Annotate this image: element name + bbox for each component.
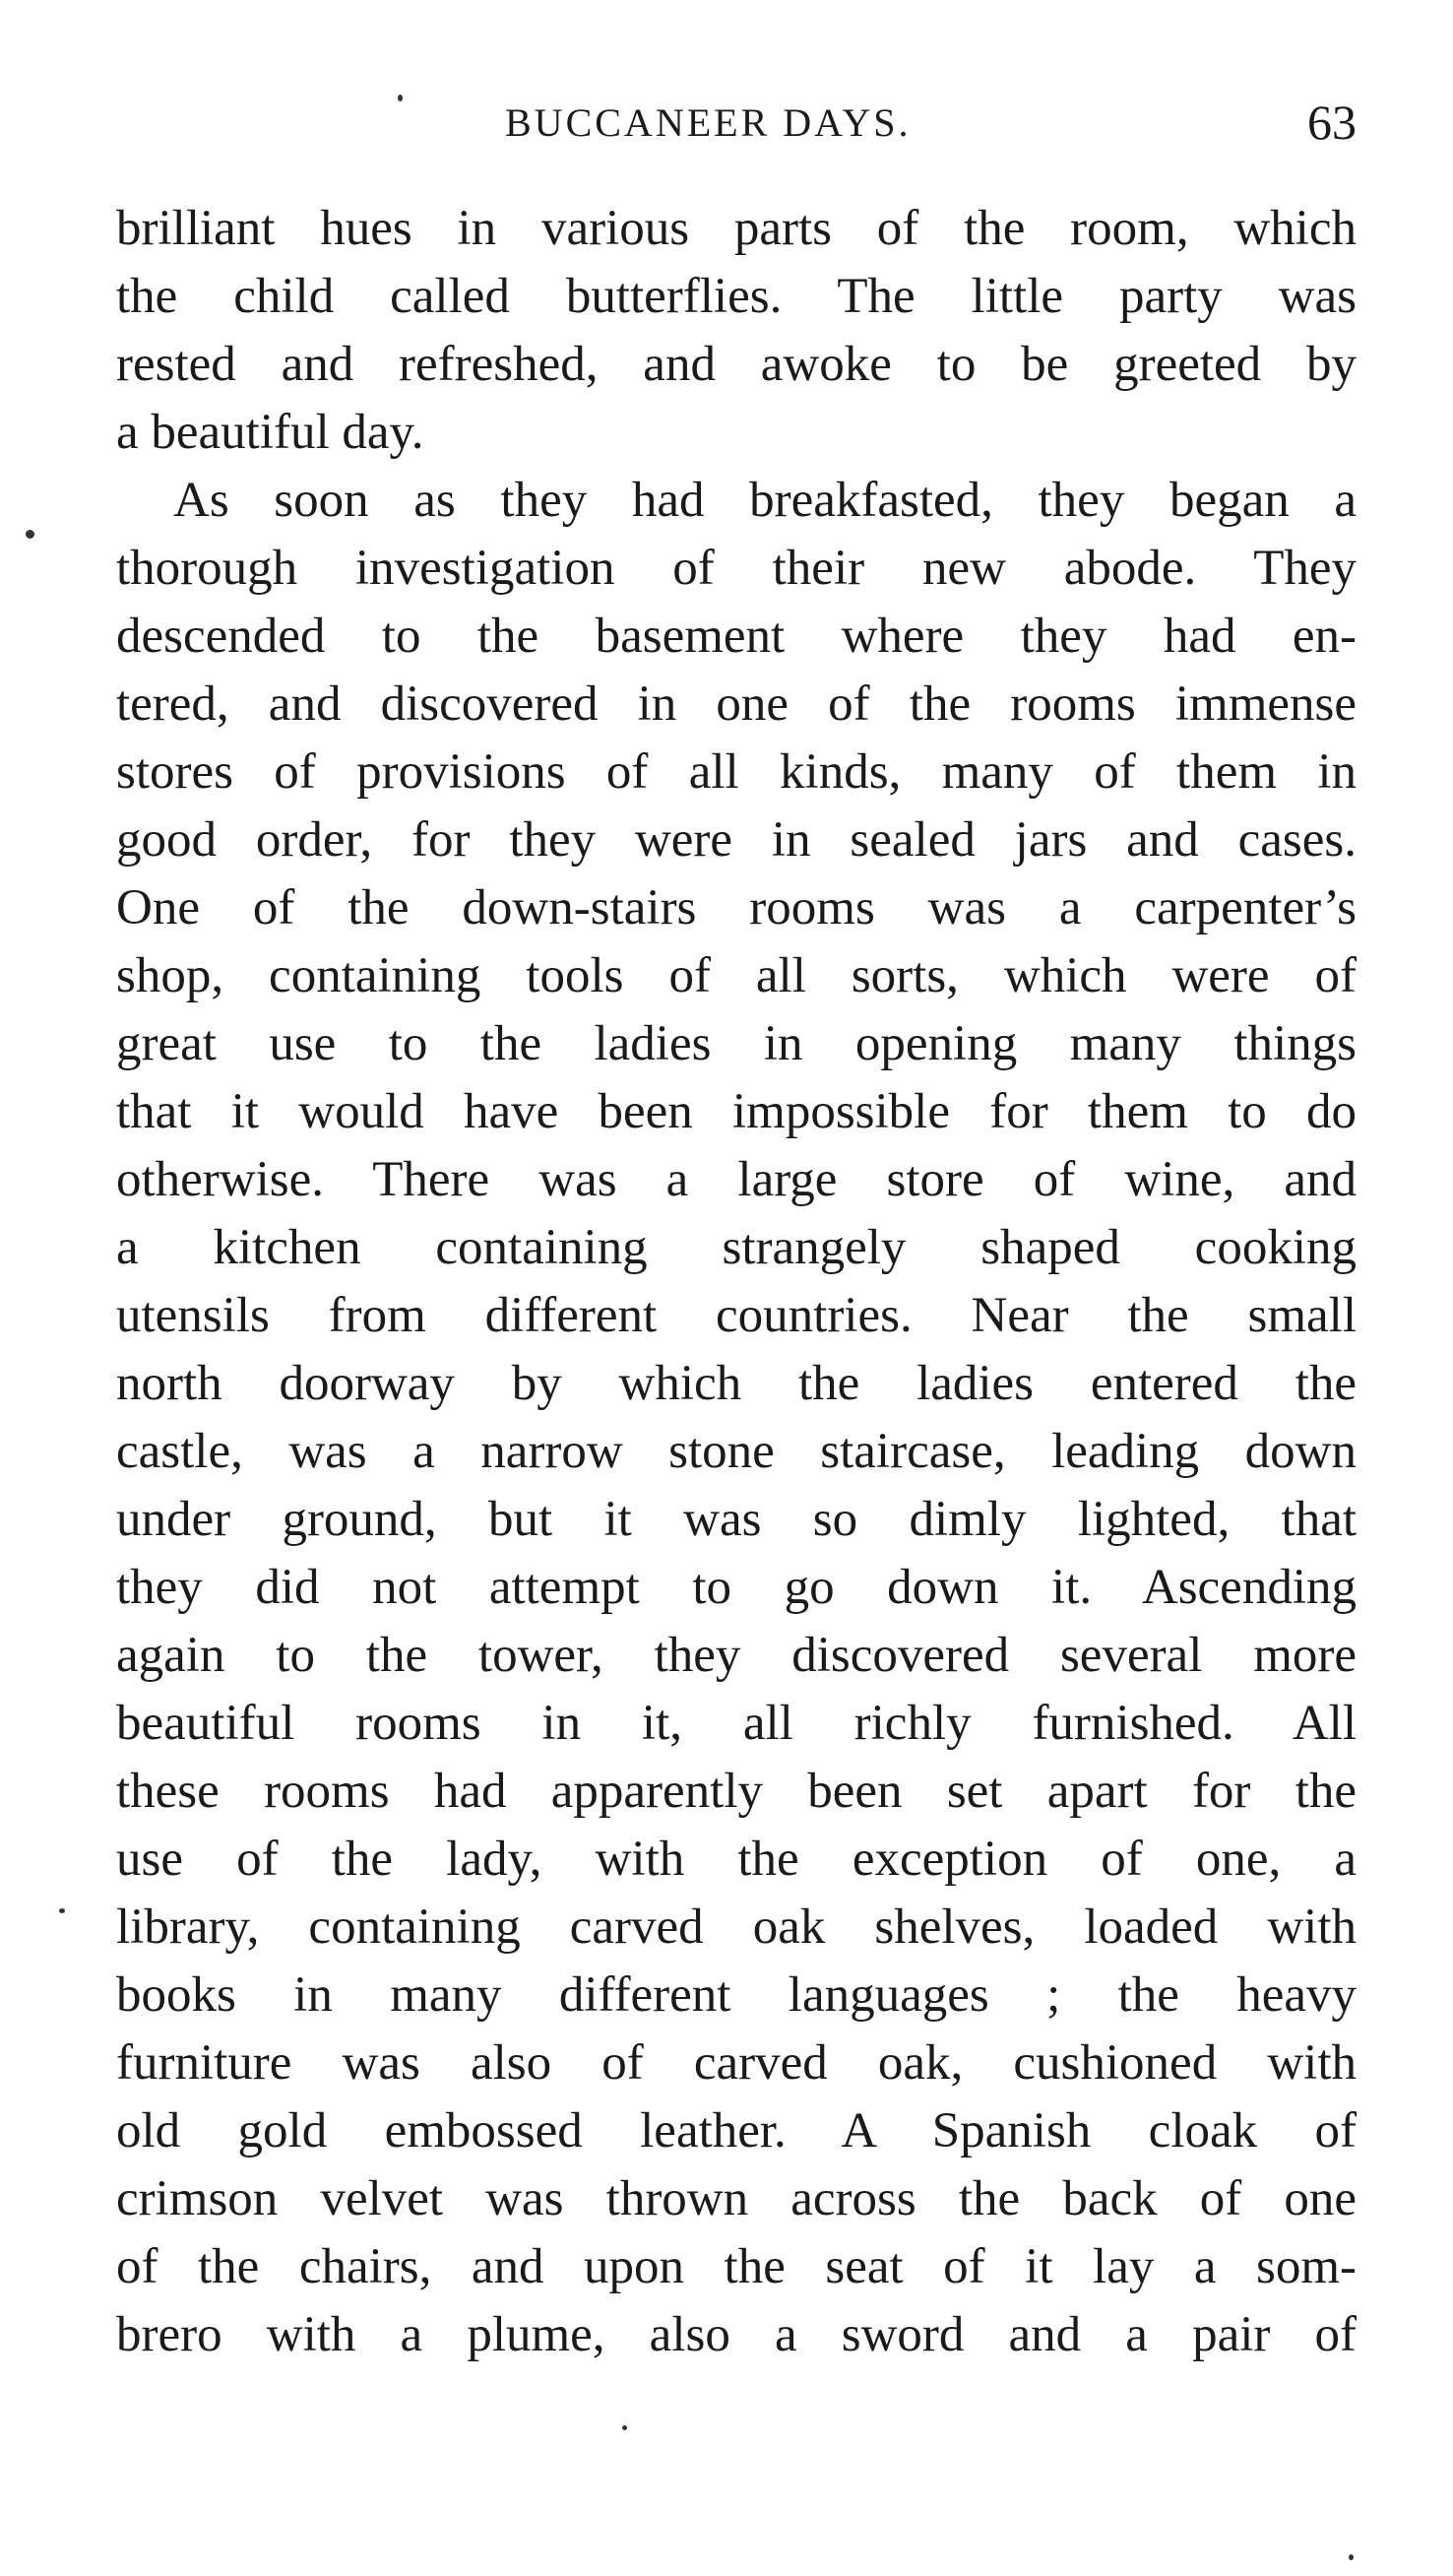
text-line: they did not attempt to go down it. Ascending	[116, 1560, 1357, 1615]
text-line: great use to the ladies in opening many things	[116, 1016, 1357, 1071]
scan-speck	[1349, 2554, 1354, 2560]
scan-speck	[398, 95, 403, 101]
text-line: descended to the basement where they had en-	[116, 609, 1357, 664]
text-line: thorough investigation of their new abode. They	[116, 541, 1357, 596]
scan-speck	[622, 2425, 627, 2430]
text-line: crimson velvet was thrown across the back of one	[116, 2171, 1357, 2226]
text-line: library, containing carved oak shelves, loaded with	[116, 1900, 1357, 1955]
text-line: that it would have been impossible for them to do	[116, 1084, 1357, 1139]
running-head	[116, 94, 1357, 162]
text-line: under ground, but it was so dimly lighted, that	[116, 1492, 1357, 1547]
text-line: a beautiful day.	[116, 405, 424, 460]
text-line: As soon as they had breakfasted, they began a	[173, 473, 1357, 528]
running-title: BUCCANEER DAYS.	[505, 100, 912, 145]
text-line: furniture was also of carved oak, cushioned with	[116, 2035, 1357, 2091]
scan-speck	[59, 1908, 65, 1913]
text-line: stores of provisions of all kinds, many of them in	[116, 744, 1357, 800]
text-line: good order, for they were in sealed jars and cases.	[116, 812, 1357, 868]
text-line: a kitchen containing strangely shaped cooking	[116, 1220, 1357, 1275]
text-line: north doorway by which the ladies entered the	[116, 1356, 1357, 1411]
text-line: brilliant hues in various parts of the room, which	[116, 201, 1357, 256]
text-line: old gold embossed leather. A Spanish cloak of	[116, 2103, 1357, 2158]
scan-speck	[26, 530, 34, 539]
text-line: shop, containing tools of all sorts, which were of	[116, 948, 1357, 1003]
text-line: castle, was a narrow stone staircase, leading down	[116, 1424, 1357, 1479]
text-line: books in many different languages ; the heavy	[116, 1967, 1357, 2023]
page-number: 63	[1307, 95, 1357, 150]
body-text	[116, 195, 1357, 2369]
text-line: again to the tower, they discovered several more	[116, 1628, 1357, 1683]
text-line: One of the down-stairs rooms was a carpenter’s	[116, 880, 1357, 935]
text-line: of the chairs, and upon the seat of it lay a som-	[116, 2239, 1357, 2294]
text-line: brero with a plume, also a sword and a pair of	[116, 2307, 1357, 2362]
text-line: beautiful rooms in it, all richly furnished. All	[116, 1696, 1357, 1751]
text-line: use of the lady, with the exception of one, a	[116, 1832, 1357, 1887]
text-line: the child called butterflies. The little party was	[116, 269, 1357, 324]
text-line: utensils from different countries. Near the small	[116, 1288, 1357, 1343]
text-line: rested and refreshed, and awoke to be greeted by	[116, 337, 1357, 392]
text-line: otherwise. There was a large store of wine, and	[116, 1152, 1357, 1207]
text-line: tered, and discovered in one of the rooms immense	[116, 676, 1357, 732]
text-line: these rooms had apparently been set apart for the	[116, 1764, 1357, 1819]
